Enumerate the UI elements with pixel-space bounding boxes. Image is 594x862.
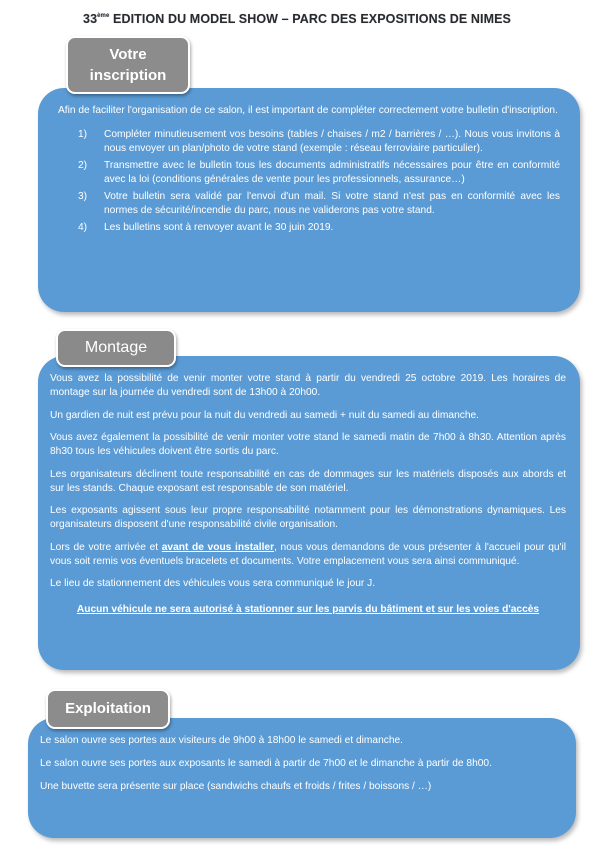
montage-paragraph: Vous avez la possibilité de venir monter votre stand à partir du vendredi 25 octobre 2019. Les horaires de montage sur la journée du vendredi sont de 13h00 à 20h00. <box>50 373 566 398</box>
edition-number: 33 <box>83 12 98 26</box>
list-item-number: 1) <box>78 129 88 140</box>
inscription-title-line1: Votre <box>109 46 147 63</box>
list-item <box>58 190 560 218</box>
montage-text: , nous vous demandons de vous présenter à l'accueil pour qu'il vous soit remis vos éventuels bracelets et documents. Votre emplacement vous sera ainsi communiqué. <box>50 541 566 567</box>
list-item-number: 3) <box>78 191 88 202</box>
montage-panel <box>38 356 580 670</box>
exploitation-paragraph: Le salon ouvre ses portes aux visiteurs de 9h00 à 18h00 le samedi et dimanche. <box>40 735 404 746</box>
exploitation-panel <box>28 718 576 838</box>
list-item <box>58 221 560 235</box>
document-title <box>0 12 594 26</box>
montage-paragraph <box>50 541 566 569</box>
inscription-section-title <box>66 36 190 94</box>
inscription-intro: Afin de faciliter l'organisation de ce salon, il est important de compléter correctement votre bulletin d'inscription. <box>58 105 558 116</box>
list-item-number: 4) <box>78 222 88 233</box>
inscription-steps-list <box>58 128 560 235</box>
montage-paragraph: Le lieu de stationnement des véhicules vous sera communiqué le jour J. <box>50 578 376 589</box>
list-item <box>58 128 560 156</box>
inscription-panel <box>38 88 580 312</box>
edition-superscript: ème <box>97 13 110 19</box>
montage-paragraph: Un gardien de nuit est prévu pour la nuit du vendredi au samedi + nuit du samedi au dimanche. <box>50 409 479 421</box>
list-item-number: 2) <box>78 160 88 171</box>
list-item <box>58 159 560 187</box>
montage-paragraph: Les exposants agissent sous leur propre responsabilité notamment pour les démonstrations dynamiques. Les organisateurs disposent d'une responsabilité civile organisation. <box>50 505 566 530</box>
list-item-text: Les bulletins sont à renvoyer avant le 30 juin 2019. <box>104 222 334 233</box>
exploitation-section-title: Exploitation <box>46 689 170 729</box>
list-item-text: Compléter minutieusement vos besoins (tables / chaises / m2 / barrières / …). Nous vous invitons à nous envoyer un plan/photo de votre stand (exemple : réseau ferroviaire particulier). <box>104 129 560 154</box>
list-item-text: Transmettre avec le bulletin tous les documents administratifs nécessaires pour être en conformité avec la loi (conditions générales de vente pour les professionnels, assurance…) <box>104 160 560 185</box>
exploitation-paragraph: Une buvette sera présente sur place (sandwichs chaufs et froids / frites / boissons / …) <box>40 781 432 792</box>
parking-warning: Aucun véhicule ne sera autorisé à stationner sur les parvis du bâtiment et sur les voies d'accès <box>76 604 540 615</box>
title-text: EDITION DU MODEL SHOW – PARC DES EXPOSITIONS DE NIMES <box>113 12 511 26</box>
montage-paragraph: Vous avez également la possibilité de venir monter votre stand le samedi matin de 7h00 à 8h30. Attention après 8h30 tous les véhicules doivent être sortis du parc. <box>50 432 566 457</box>
montage-section-title: Montage <box>56 329 176 367</box>
montage-emphasis: avant de vous installer <box>161 541 275 553</box>
montage-text: Lors de votre arrivée et <box>50 541 162 553</box>
list-item-text: Votre bulletin sera validé par l'envoi d'un mail. Si votre stand n'est pas en conformité avec les normes de sécurité/incendie du parc, nous ne validerons pas votre stand. <box>104 191 560 216</box>
inscription-title-line2: inscription <box>89 67 167 84</box>
montage-paragraph: Les organisateurs déclinent toute responsabilité en cas de dommages sur les matériels disposés aux abords et sur les stands. Chaque exposant est responsable de son matériel. <box>50 468 566 494</box>
exploitation-paragraph: Le salon ouvre ses portes aux exposants le samedi à partir de 7h00 et le dimanche à partir de 8h00. <box>40 758 492 769</box>
